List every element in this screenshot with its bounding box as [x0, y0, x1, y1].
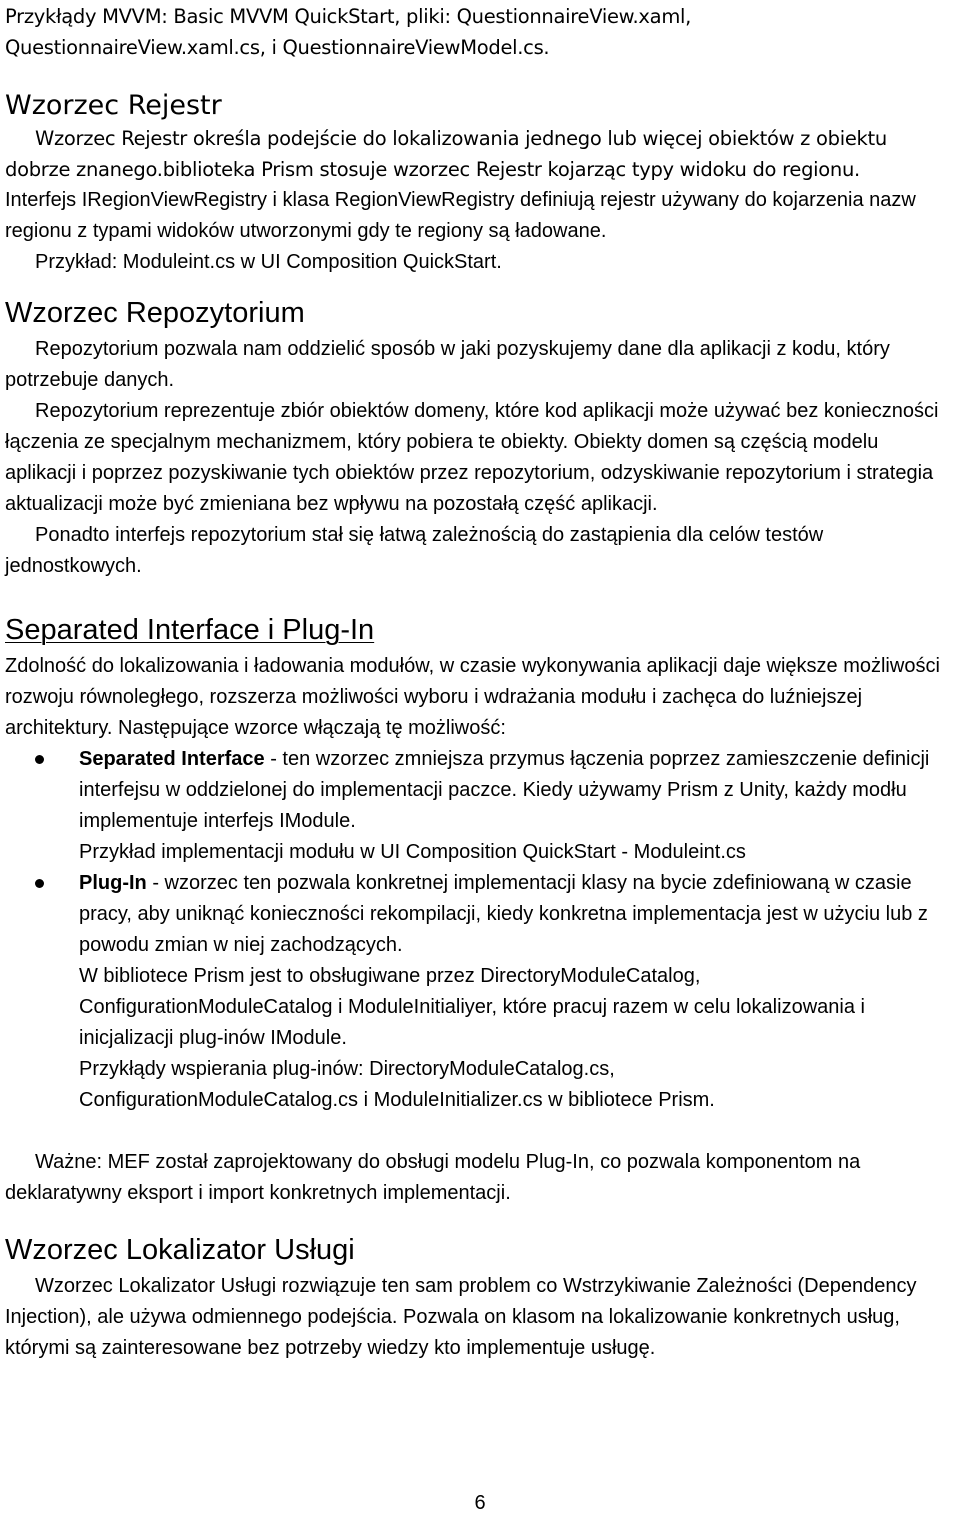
bullet-text — [79, 868, 955, 961]
bullet-description: - ten wzorzec zmniejsza przymus łączenia poprzez zamieszczenie definicji interfejsu w oddzielonej do implementacji paczce. Kiedy używamy Prism z Unity, każdy modłu implementuje interfejs IModule. — [79, 748, 930, 832]
pattern-list — [5, 744, 955, 1116]
list-item — [5, 744, 955, 868]
bullet-term: Separated Interface — [79, 748, 265, 770]
repozytorium-p1: Repozytorium pozwala nam oddzielić sposób w jaki pozyskujemy dane dla aplikacji z kodu, który potrzebuje danych. — [5, 338, 890, 391]
rejestr-example: Przykład: Moduleint.cs w UI Composition QuickStart. — [35, 251, 502, 273]
page-number: 6 — [474, 1492, 486, 1514]
bullet-extra: ConfigurationModuleCatalog.cs i ModuleInitializer.cs w bibliotece Prism. — [79, 1089, 715, 1111]
rejestr-paragraph: Wzorzec Rejestr określa podejście do lokalizowania jednego lub więcej obiektów z obiektu dobrze znanego.biblioteka Prism stosuje wzorzec Rejestr kojarząc typy widoku do regionu. — [5, 127, 887, 181]
lokalizator-paragraph: Wzorzec Lokalizator Usługi rozwiązuje ten sam problem co Wstrzykiwanie Zależności (Dependency Injection), ale używa odmiennego podejścia. Pozwala on klasom na lokalizowanie konkretnych usług, którymi są zainteresowane bez potrzeby wiedzy kto implementuje usługę. — [5, 1275, 917, 1359]
repozytorium-p3: Ponadto interfejs repozytorium stał się łatwą zależnością do zastąpienia dla celów testów jednostkowych. — [5, 524, 824, 577]
heading-rejestr: Wzorzec Rejestr — [5, 90, 222, 121]
heading-lokalizator: Wzorzec Lokalizator Usługi — [5, 1234, 355, 1266]
bullet-term: Plug-In — [79, 872, 147, 894]
bullet-description: - wzorzec ten pozwala konkretnej implementacji klasy na bycie zdefiniowaną w czasie pracy, aby uniknąć konieczności rekompilacji, kiedy konkretna implementacja jest w użyciu lub z powodu zmian w niej zachodzących. — [79, 872, 928, 956]
bullet-extra: Przykład implementacji modułu w UI Composition QuickStart - Moduleint.cs — [79, 841, 746, 863]
bullet-extra: Przykłądy wspierania plug-inów: DirectoryModuleCatalog.cs, — [79, 1058, 615, 1080]
bullet-icon — [35, 755, 44, 764]
list-item — [5, 868, 955, 1116]
document-page — [5, 0, 955, 1364]
rejestr-paragraph-2: Interfejs IRegionViewRegistry i klasa RegionViewRegistry definiują rejestr używany do kojarzenia nazw regionu z typami widoków utworzonymi gdy te regiony są ładowane. — [5, 189, 916, 242]
heading-repozytorium: Wzorzec Repozytorium — [5, 297, 305, 329]
separated-intro: Zdolność do lokalizowania i ładowania modułów, w czasie wykonywania aplikacji daje większe możliwości rozwoju równoległego, rozszerza możliwości wyboru i wdrażania modułu i zachęca do luźniejszej architektury. Następujące wzorce włączają tę możliwość: — [5, 655, 940, 739]
bullet-icon — [35, 879, 44, 888]
bullet-text — [79, 744, 955, 837]
separated-note: Ważne: MEF został zaprojektowany do obsługi modelu Plug-In, co pozwala komponentom na deklaratywny eksport i import konkretnych implementacji. — [5, 1151, 861, 1204]
intro-paragraph: Przykłądy MVVM: Basic MVVM QuickStart, pliki: QuestionnaireView.xaml, QuestionnaireView.xaml.cs, i QuestionnaireViewModel.cs. — [5, 5, 692, 59]
bullet-extra: W bibliotece Prism jest to obsługiwane przez DirectoryModuleCatalog, ConfigurationModuleCatalog i ModuleInitialiyer, które pracuj razem w celu lokalizowania i inicjalizacji plug-inów IModule. — [79, 965, 865, 1049]
heading-separated-interface: Separated Interface i Plug-In — [5, 614, 375, 646]
repozytorium-p2: Repozytorium reprezentuje zbiór obiektów domeny, które kod aplikacji może używać bez konieczności łączenia ze specjalnym mechanizmem, który pobiera te obiekty. Obiekty domen są częścią modelu aplikacji i poprzez pozyskiwanie tych obiektów przez repozytorium, odzyskiwanie repozytorium i strategia aktualizacji może być zmieniana bez wpływu na pozostałą część aplikacji. — [5, 400, 939, 515]
